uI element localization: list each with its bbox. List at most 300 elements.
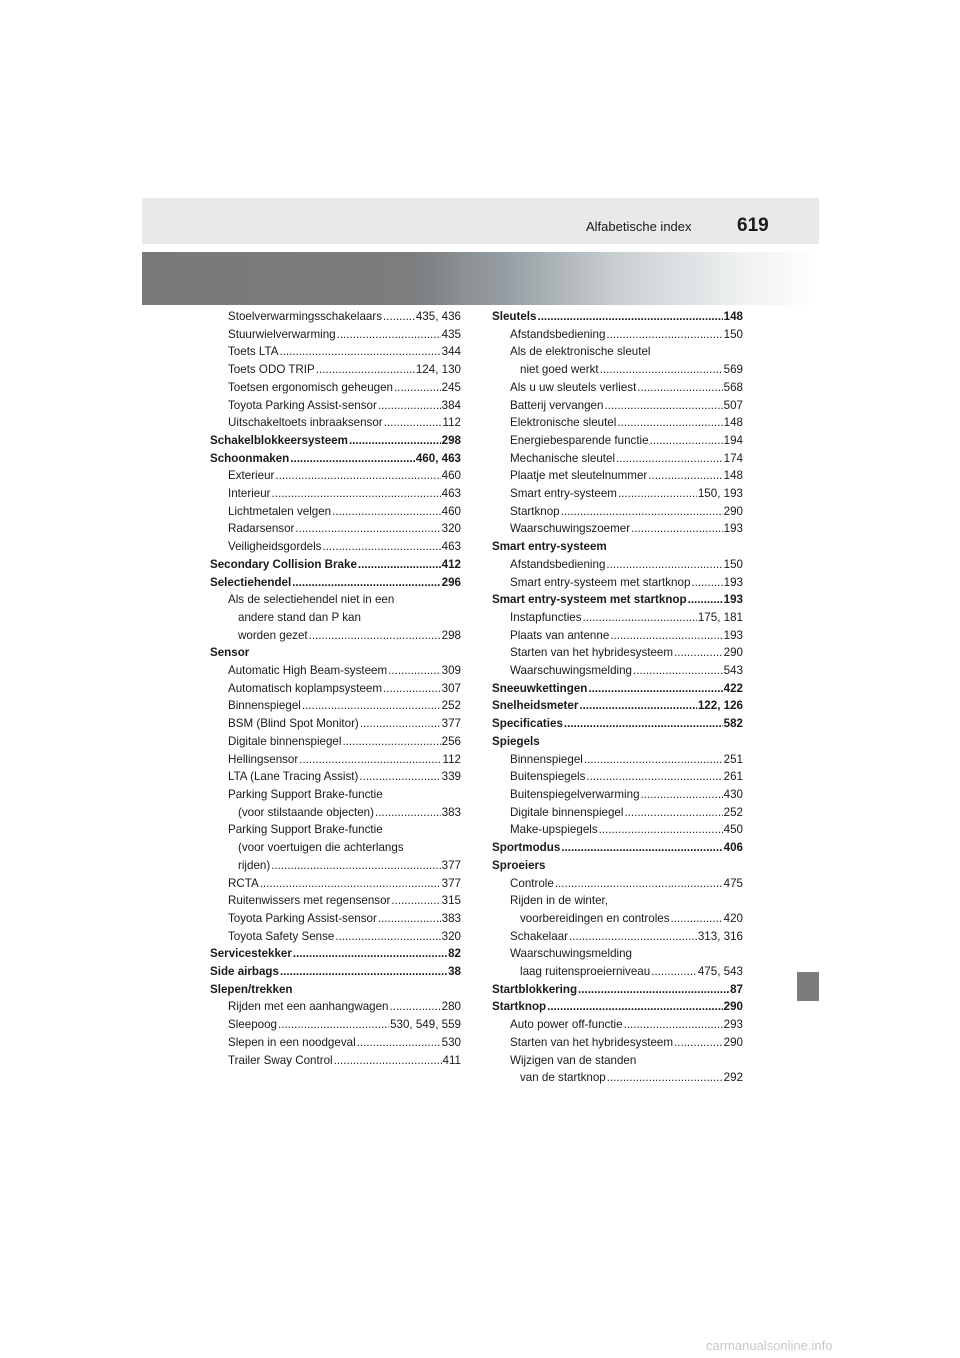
index-entry (210, 556, 461, 574)
index-entry-label: Sleutels (492, 310, 537, 323)
index-entry-pages: 460, 463 (415, 451, 461, 465)
index-entry-pages: 256 (441, 734, 461, 748)
index-entry (210, 591, 461, 609)
index-entry (210, 503, 461, 521)
index-entry (492, 556, 743, 574)
index-entry-pages: 543 (723, 664, 743, 678)
index-entry (210, 308, 461, 326)
index-entry-pages: 174 (723, 451, 743, 465)
dot-leader (302, 697, 441, 715)
index-entry-pages: 460 (441, 469, 461, 483)
index-entry-label: Controle (510, 876, 554, 890)
index-entry-label: Hellingsensor (228, 752, 299, 766)
index-entry-pages: 406 (723, 841, 743, 855)
index-entry (210, 733, 461, 751)
index-entry (492, 1052, 743, 1070)
index-entry-pages: 252 (441, 699, 461, 713)
index-entry (492, 1016, 743, 1034)
index-entry-pages: 383 (441, 805, 461, 819)
dot-leader (616, 450, 723, 468)
index-entry (210, 821, 461, 839)
index-entry (210, 343, 461, 361)
dot-leader (631, 520, 723, 538)
dot-leader (359, 768, 440, 786)
index-entry (210, 361, 461, 379)
index-entry (210, 485, 461, 503)
dot-leader (280, 963, 447, 981)
index-entry (492, 945, 743, 963)
index-entry-label: Smart entry-systeem met startknop (492, 593, 687, 607)
index-entry-label: (voor voertuigen die achterlangs (238, 841, 404, 855)
index-entry-pages: 290 (723, 646, 743, 660)
dot-leader (624, 1016, 723, 1034)
index-entry (210, 467, 461, 485)
index-entry (210, 875, 461, 893)
index-column-left (210, 308, 461, 1069)
index-entry-label: Slepen in een noodgeval (228, 1035, 356, 1049)
index-entry-pages: 112 (442, 752, 461, 766)
index-entry (210, 839, 461, 857)
dot-leader (390, 998, 441, 1016)
index-entry (492, 397, 743, 415)
index-entry-label: Stoelverwarmingsschakelaars (228, 310, 383, 323)
index-entry-pages: 569 (723, 363, 743, 377)
dot-leader (604, 397, 722, 415)
dot-leader (618, 485, 697, 503)
index-entry-label: Specificaties (492, 717, 563, 731)
index-entry-label: Secondary Collision Brake (210, 557, 357, 571)
index-entry-label: Ruitenwissers met regensensor (228, 894, 391, 908)
dot-leader (316, 361, 415, 379)
index-entry-pages: 298 (441, 628, 461, 642)
index-entry-label: Waarschuwingsmelding (510, 664, 633, 678)
index-entry-label: Rijden in de winter, (510, 894, 608, 908)
dot-leader (275, 467, 440, 485)
index-entry-pages: 252 (723, 805, 743, 819)
index-entry-label: Waarschuwingsmelding (510, 947, 633, 961)
dot-leader (579, 697, 697, 715)
index-entry-pages: 339 (441, 770, 461, 784)
index-entry-label: Wijzigen van de standen (510, 1053, 637, 1067)
index-entry-label: van de startknop (520, 1071, 606, 1085)
index-entry (210, 1016, 461, 1034)
dot-leader (547, 998, 723, 1016)
index-entry-label: Als u uw sleutels verliest (510, 380, 637, 394)
dot-leader (606, 326, 722, 344)
index-entry-label: Radarsensor (228, 522, 295, 536)
index-entry-label: Afstandsbediening (510, 557, 606, 571)
index-entry-label: Digitale binnenspiegel (510, 805, 624, 819)
index-entry-label: Auto power off-functie (510, 1018, 623, 1032)
dot-leader (360, 715, 441, 733)
dot-leader (334, 1052, 442, 1070)
index-entry (492, 591, 743, 609)
index-entry-label: Starten van het hybridesysteem (510, 646, 674, 660)
index-entry-pages: 148 (723, 469, 743, 483)
index-entry-pages: 290 (723, 504, 743, 518)
index-entry-label: Binnenspiegel (510, 752, 583, 766)
index-entry-label: Instapfuncties (510, 610, 582, 624)
index-entry-pages: 507 (723, 398, 743, 412)
index-entry (210, 963, 461, 981)
page-number: 619 (737, 215, 769, 236)
index-entry-label: LTA (Lane Tracing Assist) (228, 770, 359, 784)
index-entry (492, 875, 743, 893)
index-entry-pages: 296 (441, 575, 461, 589)
index-entry-label: Sportmodus (492, 841, 561, 855)
dot-leader (271, 857, 440, 875)
index-entry-label: Batterij vervangen (510, 398, 604, 412)
dot-leader (295, 520, 440, 538)
index-entry-label: laag ruitensproeierniveau (520, 965, 651, 979)
dot-leader (272, 485, 441, 503)
index-entry (210, 768, 461, 786)
index-entry-label: worden gezet (238, 628, 308, 642)
dot-leader (358, 556, 441, 574)
index-entry-pages: 124, 130 (415, 363, 461, 377)
index-entry-pages: 435 (441, 327, 461, 341)
dot-leader (641, 786, 723, 804)
index-entry (492, 627, 743, 645)
index-entry (210, 804, 461, 822)
index-entry-pages: 148 (723, 310, 743, 323)
dot-leader (588, 680, 722, 698)
index-entry (210, 1052, 461, 1070)
index-entry-label: Interieur (228, 487, 271, 501)
index-entry (492, 308, 743, 326)
index-entry (210, 697, 461, 715)
dot-leader (292, 574, 440, 592)
index-entry (492, 467, 743, 485)
index-entry-pages: 245 (441, 380, 461, 394)
index-entry-label: Digitale binnenspiegel (228, 734, 342, 748)
index-entry-label: Automatisch koplampsysteem (228, 681, 383, 695)
index-entry-pages: 193 (723, 593, 743, 607)
index-entry (492, 892, 743, 910)
index-entry-label: Buitenspiegelverwarming (510, 787, 640, 801)
dot-leader (637, 379, 722, 397)
index-entry (492, 928, 743, 946)
index-entry (492, 963, 743, 981)
index-entry-pages: 193 (723, 628, 743, 642)
dot-leader (691, 574, 722, 592)
index-entry (210, 414, 461, 432)
index-entry-pages: 261 (723, 770, 743, 784)
index-entry (210, 998, 461, 1016)
index-entry-label: andere stand dan P kan (238, 610, 361, 624)
index-entry-pages: 292 (723, 1071, 743, 1085)
index-entry-pages: 87 (730, 982, 743, 996)
index-entry-label: Rijden met een aanhangwagen (228, 1000, 389, 1014)
index-entry-pages: 290 (723, 1000, 743, 1014)
dot-leader (349, 432, 441, 450)
index-entry-pages: 568 (723, 380, 743, 394)
index-entry (492, 804, 743, 822)
section-title: Alfabetische index (586, 219, 692, 234)
index-entry-label: Toetsen ergonomisch geheugen (228, 380, 394, 394)
index-entry-label: Energiebesparende functie (510, 433, 649, 447)
index-entry-label: Trailer Sway Control (228, 1053, 333, 1067)
index-entry-label: Smart entry-systeem (510, 487, 617, 501)
index-entry (210, 680, 461, 698)
index-entry-pages: 463 (441, 540, 461, 554)
dot-leader (293, 945, 447, 963)
index-entry-label: Stuurwielverwarming (228, 327, 336, 341)
dot-leader (394, 379, 441, 397)
index-entry (210, 945, 461, 963)
index-entry-label: Parking Support Brake-functie (228, 823, 383, 837)
index-entry (492, 998, 743, 1016)
index-entry-pages: 411 (442, 1053, 461, 1067)
index-entry-label: Selectiehendel (210, 575, 292, 589)
index-entry-pages: 320 (441, 522, 461, 536)
index-entry-pages: 290 (723, 1035, 743, 1049)
dot-leader (299, 751, 441, 769)
index-entry-pages: 307 (441, 681, 461, 695)
dot-leader (383, 680, 441, 698)
index-entry-label: Sneeuwkettingen (492, 681, 588, 695)
index-entry-label: Sleepoog (228, 1018, 277, 1032)
index-entry-label: Parking Support Brake-functie (228, 787, 383, 801)
index-entry-pages: 122, 126 (697, 699, 743, 713)
index-entry-pages: 280 (441, 1000, 461, 1014)
index-entry-label: niet goed werkt (520, 363, 599, 377)
index-entry-label: Schakelblokkeersysteem (210, 433, 348, 447)
index-entry-label: Toets LTA (228, 345, 279, 359)
index-entry-label: Startknop (510, 504, 560, 518)
index-entry-label: Sproeiers (492, 858, 546, 872)
index-entry (210, 928, 461, 946)
index-entry-label: Plaatje met sleutelnummer (510, 469, 648, 483)
dot-leader (322, 538, 440, 556)
index-entry-pages: 377 (441, 876, 461, 890)
index-entry-pages: 148 (723, 416, 743, 430)
index-entry (492, 839, 743, 857)
dot-leader (671, 910, 723, 928)
index-entry (210, 715, 461, 733)
index-entry (492, 644, 743, 662)
index-entry-label: Toyota Parking Assist-sensor (228, 911, 377, 925)
header-band (142, 198, 819, 244)
index-entry-pages: 150 (723, 557, 743, 571)
index-entry-pages: 463 (441, 487, 461, 501)
dot-leader (607, 1069, 723, 1087)
dot-leader (383, 308, 415, 326)
index-entry-label: Toets ODO TRIP (228, 363, 315, 377)
dot-leader (309, 627, 441, 645)
index-entry-pages: 422 (723, 681, 743, 695)
index-entry (210, 609, 461, 627)
index-entry (210, 662, 461, 680)
index-entry-pages: 315 (441, 894, 461, 908)
index-entry-label: Toyota Safety Sense (228, 929, 335, 943)
index-entry (492, 361, 743, 379)
index-entry (492, 680, 743, 698)
index-entry-pages: 435, 436 (415, 310, 461, 323)
index-entry-label: Als de selectiehendel niet in een (228, 593, 395, 607)
index-entry (210, 1034, 461, 1052)
index-entry-label: Schakelaar (510, 929, 569, 943)
index-entry (492, 520, 743, 538)
dot-leader (648, 467, 722, 485)
index-entry (492, 574, 743, 592)
index-entry-label: voorbereidingen en controles (520, 911, 670, 925)
index-entry (210, 574, 461, 592)
index-entry-pages: 384 (441, 398, 461, 412)
index-entry-pages: 82 (448, 947, 461, 961)
index-entry-label: Elektronische sleutel (510, 416, 617, 430)
index-entry (492, 485, 743, 503)
index-entry-label: Lichtmetalen velgen (228, 504, 332, 518)
index-entry-label: RCTA (228, 876, 259, 890)
index-entry-label: Spiegels (492, 734, 540, 748)
decorative-gradient-band (142, 252, 819, 305)
index-entry-pages: 412 (441, 557, 461, 571)
index-entry (210, 379, 461, 397)
index-entry (492, 379, 743, 397)
index-entry-label: Sensor (210, 646, 250, 660)
index-entry-label: Side airbags (210, 965, 279, 979)
index-entry-label: Servicestekker (210, 947, 292, 961)
index-entry-label: Slepen/trekken (210, 982, 293, 996)
index-entry-pages: 309 (441, 664, 461, 678)
dot-leader (260, 875, 441, 893)
index-entry-pages: 475, 543 (697, 965, 743, 979)
index-entry (210, 751, 461, 769)
dot-leader (555, 875, 723, 893)
dot-leader (388, 662, 441, 680)
index-entry-pages: 530 (441, 1035, 461, 1049)
dot-leader (384, 414, 442, 432)
dot-leader (375, 804, 441, 822)
dot-leader (651, 963, 697, 981)
index-entry-label: Plaats van antenne (510, 628, 610, 642)
index-entry (492, 326, 743, 344)
index-entry-label: Smart entry-systeem (492, 540, 607, 554)
index-entry-pages: 112 (442, 416, 461, 430)
dot-leader (578, 981, 729, 999)
dot-leader (584, 751, 723, 769)
index-entry-label: Binnenspiegel (228, 699, 301, 713)
index-entry-pages: 377 (441, 717, 461, 731)
dot-leader (357, 1034, 441, 1052)
index-entry (492, 697, 743, 715)
index-entry-pages: 193 (723, 575, 743, 589)
chapter-thumb-tab (797, 972, 819, 1001)
index-entry (492, 768, 743, 786)
index-entry (492, 1034, 743, 1052)
index-entry-label: Waarschuwingszoemer (510, 522, 631, 536)
dot-leader (537, 308, 722, 326)
index-entry-pages: 475 (723, 876, 743, 890)
index-entry-pages: 150, 193 (697, 487, 743, 501)
index-entry (210, 892, 461, 910)
index-entry-label: Als de elektronische sleutel (510, 345, 651, 359)
index-entry (210, 397, 461, 415)
dot-leader (342, 733, 440, 751)
index-entry-pages: 193 (723, 522, 743, 536)
dot-leader (617, 414, 722, 432)
index-entry (492, 715, 743, 733)
index-entry-label: (voor stilstaande objecten) (238, 805, 374, 819)
dot-leader (332, 503, 441, 521)
index-entry-label: Snelheidsmeter (492, 699, 579, 713)
index-entry (210, 981, 461, 999)
index-entry (492, 503, 743, 521)
index-entry (492, 450, 743, 468)
index-entry-label: rijden) (238, 858, 271, 872)
index-entry (210, 538, 461, 556)
index-entry-pages: 293 (723, 1018, 743, 1032)
dot-leader (290, 450, 415, 468)
index-entry-label: Exterieur (228, 469, 275, 483)
index-entry-label: Veiligheidsgordels (228, 540, 322, 554)
index-entry-pages: 460 (441, 504, 461, 518)
index-entry (210, 326, 461, 344)
index-entry-pages: 430 (723, 787, 743, 801)
index-entry-pages: 344 (441, 345, 461, 359)
dot-leader (278, 1016, 389, 1034)
index-entry (492, 414, 743, 432)
index-entry-label: Buitenspiegels (510, 770, 586, 784)
dot-leader (674, 1034, 723, 1052)
dot-leader (564, 715, 723, 733)
dot-leader (624, 804, 722, 822)
dot-leader (633, 662, 723, 680)
index-entry (492, 1069, 743, 1087)
index-entry (210, 520, 461, 538)
index-entry-label: Schoonmaken (210, 451, 290, 465)
dot-leader (561, 503, 723, 521)
index-entry (492, 343, 743, 361)
index-entry-label: Startknop (492, 1000, 547, 1014)
index-entry-pages: 298 (441, 433, 461, 447)
watermark: carmanualsonline.info (706, 1338, 833, 1353)
index-entry-pages: 313, 316 (697, 929, 743, 943)
dot-leader (586, 768, 722, 786)
dot-leader (279, 343, 440, 361)
dot-leader (600, 361, 723, 379)
dot-leader (378, 397, 441, 415)
index-entry (210, 644, 461, 662)
index-entry-label: Smart entry-systeem met startknop (510, 575, 691, 589)
dot-leader (561, 839, 722, 857)
dot-leader (335, 928, 440, 946)
index-entry-label: Startblokkering (492, 982, 578, 996)
dot-leader (674, 644, 723, 662)
dot-leader (606, 556, 722, 574)
index-entry-pages: 377 (441, 858, 461, 872)
index-entry (492, 733, 743, 751)
index-entry (492, 609, 743, 627)
index-entry-label: Mechanische sleutel (510, 451, 616, 465)
dot-leader (391, 892, 440, 910)
index-entry-pages: 383 (441, 911, 461, 925)
index-entry (210, 910, 461, 928)
index-entry-pages: 38 (448, 965, 461, 979)
dot-leader (569, 928, 697, 946)
dot-leader (688, 591, 723, 609)
index-entry (210, 786, 461, 804)
index-entry-label: Automatic High Beam-systeem (228, 664, 388, 678)
index-entry (492, 910, 743, 928)
index-entry-pages: 194 (723, 433, 743, 447)
index-entry-label: Make-upspiegels (510, 823, 598, 837)
index-entry-label: Uitschakeltoets inbraaksensor (228, 416, 383, 430)
index-entry (492, 821, 743, 839)
index-entry (210, 450, 461, 468)
dot-leader (650, 432, 723, 450)
